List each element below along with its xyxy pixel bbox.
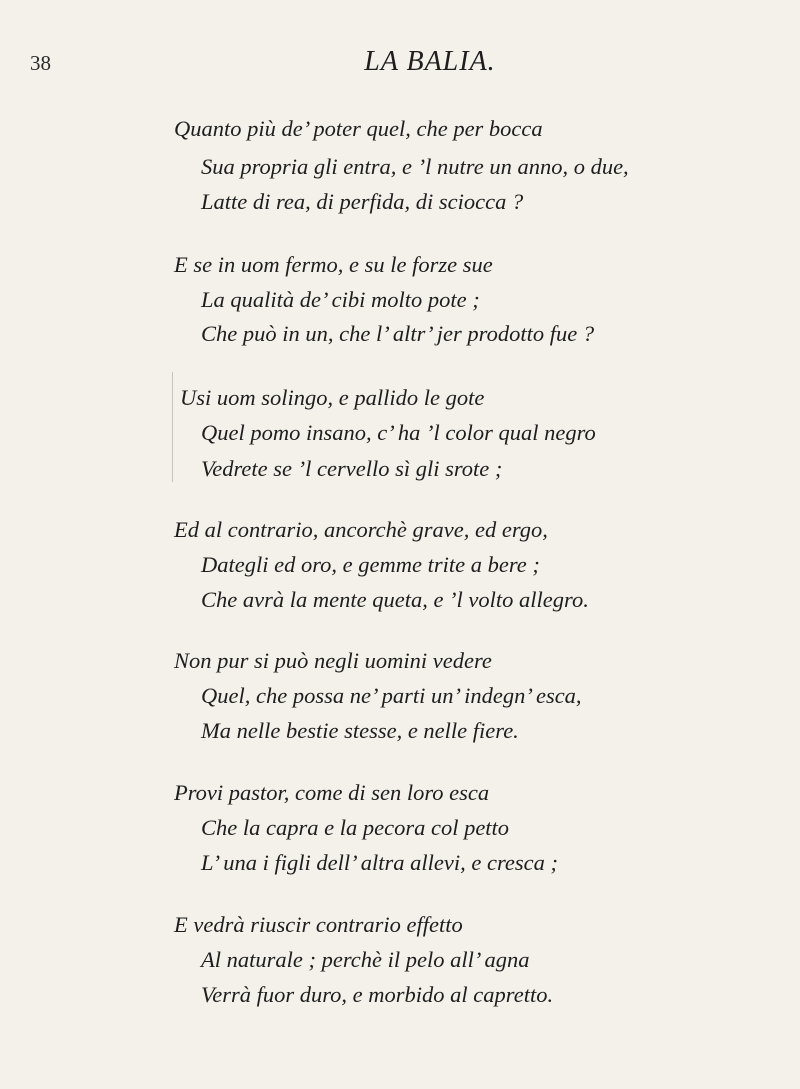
verse-line: Quel pomo insano, c’ ha ’l color qual negro xyxy=(201,420,596,445)
verse-line: Ma nelle bestie stesse, e nelle fiere. xyxy=(201,718,519,743)
page-number: 38 xyxy=(30,51,51,75)
verse-line: Verrà fuor duro, e morbido al capretto. xyxy=(201,982,554,1007)
verse-line: E se in uom fermo, e su le forze sue xyxy=(174,252,493,277)
verse-line: L’ una i figli dell’ altra allevi, e cresca ; xyxy=(201,850,559,875)
verse-line: Latte di rea, di perfida, di sciocca ? xyxy=(201,189,524,214)
verse-line: Non pur si può negli uomini vedere xyxy=(174,648,492,673)
verse-line: Quel, che possa ne’ parti un’ indegn’ esca, xyxy=(201,683,582,708)
verse-line: Dategli ed oro, e gemme trite a bere ; xyxy=(201,552,540,577)
verse-line: E vedrà riuscir contrario effetto xyxy=(174,912,463,937)
verse-line: Al naturale ; perchè il pelo all’ agna xyxy=(201,947,530,972)
running-head: LA BALIA. xyxy=(364,46,496,77)
verse-line: Sua propria gli entra, e ’l nutre un anno, o due, xyxy=(201,154,629,179)
verse-line: Che può in un, che l’ altr’ jer prodotto fue ? xyxy=(201,321,595,346)
verse-line: Che la capra e la pecora col petto xyxy=(201,815,510,840)
verse-line: La qualità de’ cibi molto pote ; xyxy=(201,287,480,312)
verse-line: Vedrete se ’l cervello sì gli srote ; xyxy=(201,456,503,481)
margin-mark xyxy=(172,372,173,482)
verse-line: Che avrà la mente queta, e ’l volto allegro. xyxy=(201,587,589,612)
verse-line: Ed al contrario, ancorchè grave, ed ergo, xyxy=(174,517,548,542)
verse-line: Quanto più de’ poter quel, che per bocca xyxy=(174,116,543,141)
verse-line: Provi pastor, come di sen loro esca xyxy=(174,780,490,805)
verse-line: Usi uom solingo, e pallido le gote xyxy=(180,385,485,410)
